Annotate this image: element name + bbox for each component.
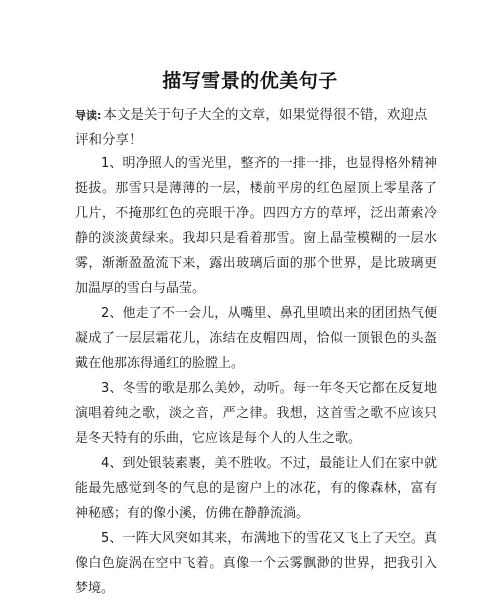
intro-text: 本文是关于句子大全的文章，如果觉得很不错，欢迎点评和分享！ (75, 107, 428, 148)
paragraph-5: 5、一阵大风突如其来，布满地下的雪花又飞上了天空。真像白色旋涡在空中飞着。真像一个云雾飘渺的世界，把我引入梦境。 (75, 531, 437, 596)
paragraph-2: 2、他走了不一会儿，从嘴里、鼻孔里喷出来的团团热气便凝成了一层层霜花儿，冻结在皮帽四周，恰似一顶银色的头盔戴在他那冻得通红的脸膛上。 (75, 306, 437, 371)
intro-block (75, 103, 435, 153)
paragraph-1: 1、明净照人的雪光里，整齐的一排一排，也显得格外精神挺拔。那雪只是薄薄的一层，楼前平房的红色屋顶上零星落了几片，不掩那红色的亮眼干净。四四方方的草坪，泛出萧索冷静的淡淡黄绿来。我却只是看着那雪。窗上晶莹模糊的一层水雾，渐渐盈盈流下来，露出玻璃后面的那个世界，是比玻璃更加温厚的雪白与晶莹。 (75, 156, 437, 296)
paragraph-4: 4、到处银装素裹，美不胜收。不过，最能让人们在家中就能最先感觉到冬的气息的是窗户上的冰花，有的像森林，富有神秘感；有的像小溪，仿佛在静静流淌。 (75, 456, 437, 521)
page-title: 描写雪景的优美句子 (162, 70, 338, 92)
article-body (75, 151, 437, 601)
paragraph-3: 3、冬雪的歌是那么美妙，动听。每一年冬天它都在反复地演唱着纯之歌，淡之音，严之律。我想，这首雪之歌不应该只是冬天特有的乐曲，它应该是每个人的人生之歌。 (75, 381, 437, 446)
intro-lead: 导读: (75, 109, 102, 122)
